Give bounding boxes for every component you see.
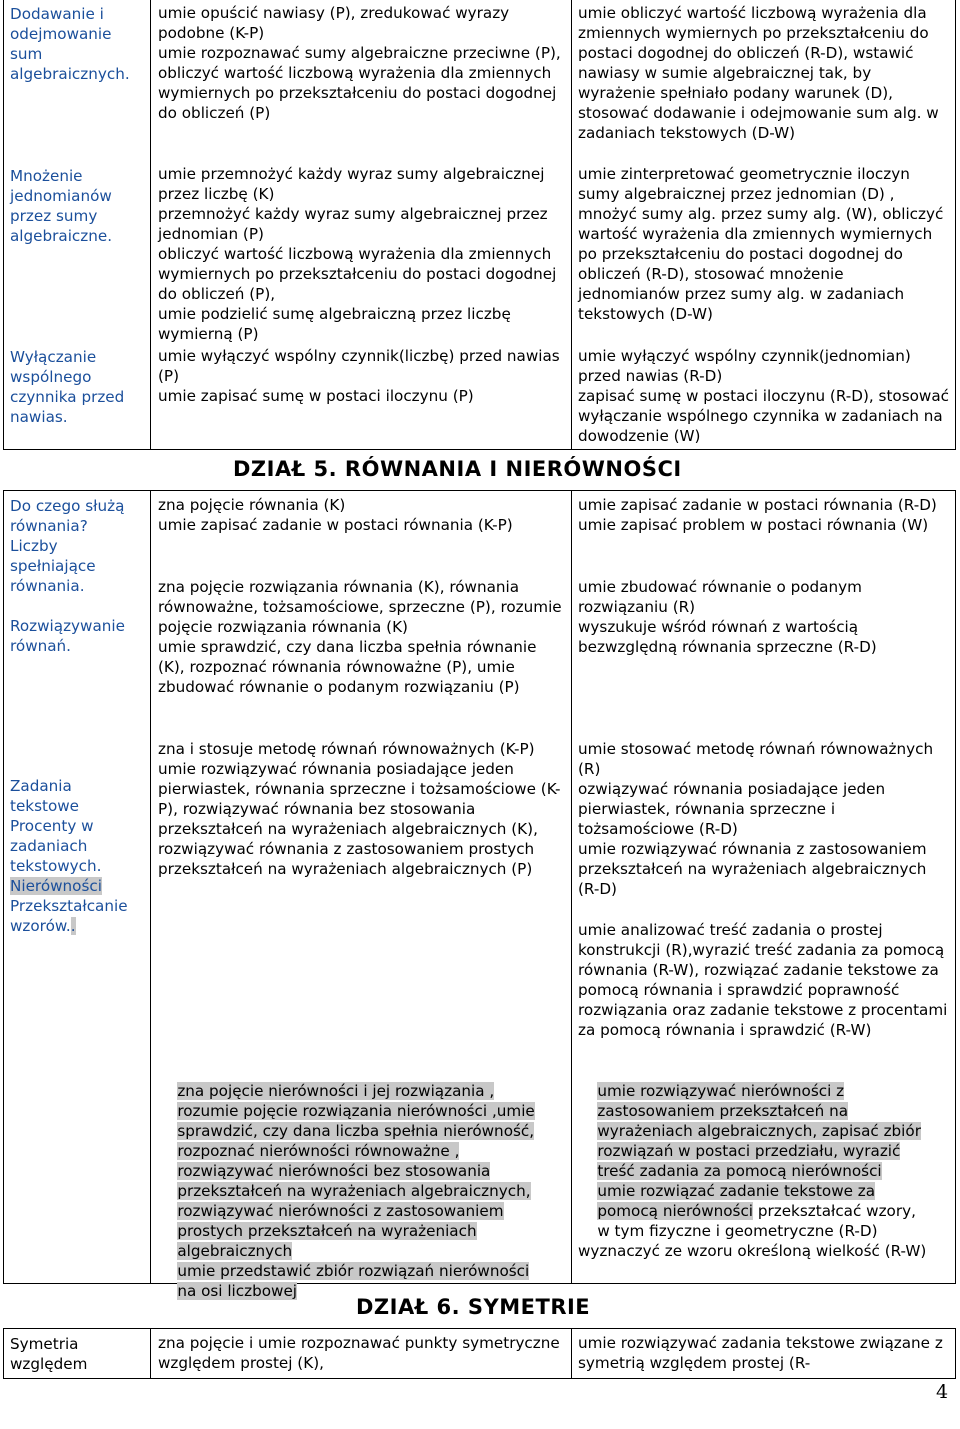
table-border [3,1328,4,1379]
basic-inequalities [158,1061,566,1321]
table-border [3,0,4,449]
basic-symmetry: zna pojęcie i umie rozpoznawać punkty symetryczne względem prostej (K), [158,1334,565,1372]
table-border [3,449,956,450]
topic-equations-text: Do czego służą równania? Liczby spełniające równania. Rozwiązywanie równań. Zadania tekstowe Procenty w zadaniach tekstowych. [10,497,125,875]
extended-symmetry: umie rozwiązywać zadania tekstowe związane z symetrią względem prostej (R- [578,1334,948,1372]
section-6-heading: DZIAŁ 6. SYMETRIE [356,1295,591,1319]
hl-line: pomocą nierówności [597,1202,754,1220]
hl-line: rozpoznać nierówności równoważne , [177,1142,460,1160]
hl-line: treść zadania za pomocą nierówności [597,1162,882,1180]
table-border [3,490,4,1284]
table-border [150,1328,151,1379]
hl-line: rozwiązywać nierówności z zastosowaniem [177,1202,504,1220]
extended-requirements-multiplication: umie zinterpretować geometrycznie iloczyn sumy algebraicznej przez jednomian (D) , mnożyć sumy alg. przez sumy alg. (W), obliczyć wartość wyrażenia dla zmiennych wymiernych po przekształceniu do postaci dogodnej do obliczeń (R-D), stosować mnożenie jednomianów przez sumy alg. w zadaniach tekstowych (D-W) [578,165,949,323]
basic-requirements-multiplication: umie przemnożyć każdy wyraz sumy algebraicznej przez liczbę (K) przemnożyć każdy wyraz sumy algebraicznej przez jednomian (P) obliczyć wartość liczbową wyrażenia dla zmiennych wymiernych po przekształceniu do postaci dogodnej do obliczeń (P), umie podzielić sumę algebraiczną przez liczbę wymierną (P) [158,165,557,343]
extended-requirements-addition: umie obliczyć wartość liczbową wyrażenia dla zmiennych wymiernych po przekształceniu do postaci dogodnej do obliczeń (R-D), wstawić nawiasy w sumie algebraicznej tak, by wyrażenie spełniało podany warunek (D), stosować dodawanie i odejmowanie sum alg. w zadaniach tekstowych (D-W) [578,4,944,142]
extended-equation-concept: umie zapisać zadanie w postaci równania (R-D) umie zapisać problem w postaci równania (W) [578,496,937,534]
hl-line: prostych przekształceń na wyrażeniach [177,1222,477,1240]
hl-line: zastosowaniem przekształceń na [597,1102,849,1120]
topic-formulas: Przekształcanie wzorów. [10,897,128,935]
table-border [571,490,572,1284]
topic-symmetry: Symetria względem [10,1335,88,1373]
hl-line: sprawdzić, czy dana liczba spełnia nierówność, [177,1122,535,1140]
text-block: w tym fizyczne i geometryczne (R-D) wyznaczyć ze wzoru określoną wielkość (R-W) [578,1222,927,1260]
extended-word-problems: umie analizować treść zadania o prostej konstrukcji (R),wyrazić treść zadania za pomocą równania (R-W), rozwiązać zadanie tekstowe za pomocą równania i sprawdzić poprawność rozwiązania oraz zadanie tekstowe z procentami za pomocą równania i sprawdzić (R-W) [578,921,953,1039]
hl-line: przekształceń na wyrażeniach algebraicznych, [177,1182,531,1200]
topic-equations [10,496,145,936]
topic-common-factor: Wyłączanie wspólnego czynnika przed nawias. [10,348,130,426]
hl-line: rozwiązań w postaci przedziału, wyrazić [597,1142,901,1160]
basic-equation-concept: zna pojęcie równania (K) umie zapisać zadanie w postaci równania (K-P) [158,496,513,534]
extended-equation-solution: umie zbudować równanie o podanym rozwiązaniu (R) wyszukuje wśród równań z wartością bezwzględną równania sprzeczne (R-D) [578,578,877,656]
basic-equation-solution: zna pojęcie rozwiązania równania (K), równania równoważne, tożsamościowe, sprzeczne (P), rozumie pojęcie rozwiązania równania (K) umie sprawdzić, czy dana liczba spełnia równanie (K), rozpoznać równania równoważne (P), umie zbudować równanie o podanym rozwiązaniu (P) [158,578,562,696]
hl-line: algebraicznych [177,1242,293,1260]
topic-multiplication: Mnożenie jednomianów przez sumy algebraiczne. [10,167,117,245]
basic-solving-equations: zna i stosuje metodę równań równoważnych (K-P) umie rozwiązywać równania posiadające jeden pierwiastek, równania sprzeczne i tożsamościowe (K-P), rozwiązywać równania bez stosowania przekształceń na wyrażeniach algebraicznych (K), rozwiązywać równania z zastosowaniem prostych przekształceń na wyrażeniach algebraicznych (P) [158,740,561,878]
hl-line: umie przedstawić zbiór rozwiązań nierówności [177,1262,530,1280]
table-border [571,1328,572,1379]
topic-dot-highlight: . [70,917,76,935]
page-number: 4 [936,1381,949,1403]
hl-line: umie rozwiązywać nierówności z [597,1082,845,1100]
basic-requirements-common-factor: umie wyłączyć wspólny czynnik(liczbę) przed nawias (P) umie zapisać sumę w postaci iloczynu (P) [158,347,560,405]
hl-line: rozumie pojęcie rozwiązania nierówności ,umie [177,1102,535,1120]
basic-requirements-addition: umie opuścić nawiasy (P), zredukować wyrazy podobne (K-P) umie rozpoznawać sumy algebraiczne przeciwne (P), obliczyć wartość liczbową wyrażenia dla zmiennych wymiernych po przekształceniu do postaci dogodnej do obliczeń (P) [158,4,561,122]
topic-addition: Dodawanie i odejmowanie sum algebraicznych. [10,5,130,83]
table-border [3,490,956,491]
topic-inequalities-highlight: Nierówności [10,877,102,895]
extended-requirements-common-factor: umie wyłączyć wspólny czynnik(jednomian) przed nawias (R-D) zapisać sumę w postaci iloczynu (R-D), stosować wyłączanie wspólnego czynnika w zadaniach na dowodzenie (W) [578,347,949,445]
extended-inequalities [578,1061,950,1281]
table-border [150,490,151,1284]
table-border [955,1328,956,1379]
table-border [3,1378,956,1379]
hl-line: wyrażeniach algebraicznych, zapisać zbiór [597,1122,921,1140]
hl-line: umie rozwiązać zadanie tekstowe za [597,1182,876,1200]
section-5-heading: DZIAŁ 5. RÓWNANIA I NIERÓWNOŚCI [233,457,682,481]
extended-solving-equations: umie stosować metodę równań równoważnych (R) ozwiązywać równania posiadające jeden pierwiastek, równania sprzeczne i tożsamościowe (R-D) umie rozwiązywać równania z zastosowaniem przekształceń na wyrażeniach algebraicznych (R-D) [578,740,934,898]
hl-line: na osi liczbowej [177,1282,298,1300]
table-border [3,1328,956,1329]
table-border [955,490,956,1284]
table-border [150,0,151,449]
table-border [955,0,956,449]
table-border [571,0,572,449]
hl-line: rozwiązywać nierówności bez stosowania [177,1162,491,1180]
text-line: przekształcać wzory, [753,1202,916,1220]
hl-line: zna pojęcie nierówności i jej rozwiązania , [177,1082,495,1100]
